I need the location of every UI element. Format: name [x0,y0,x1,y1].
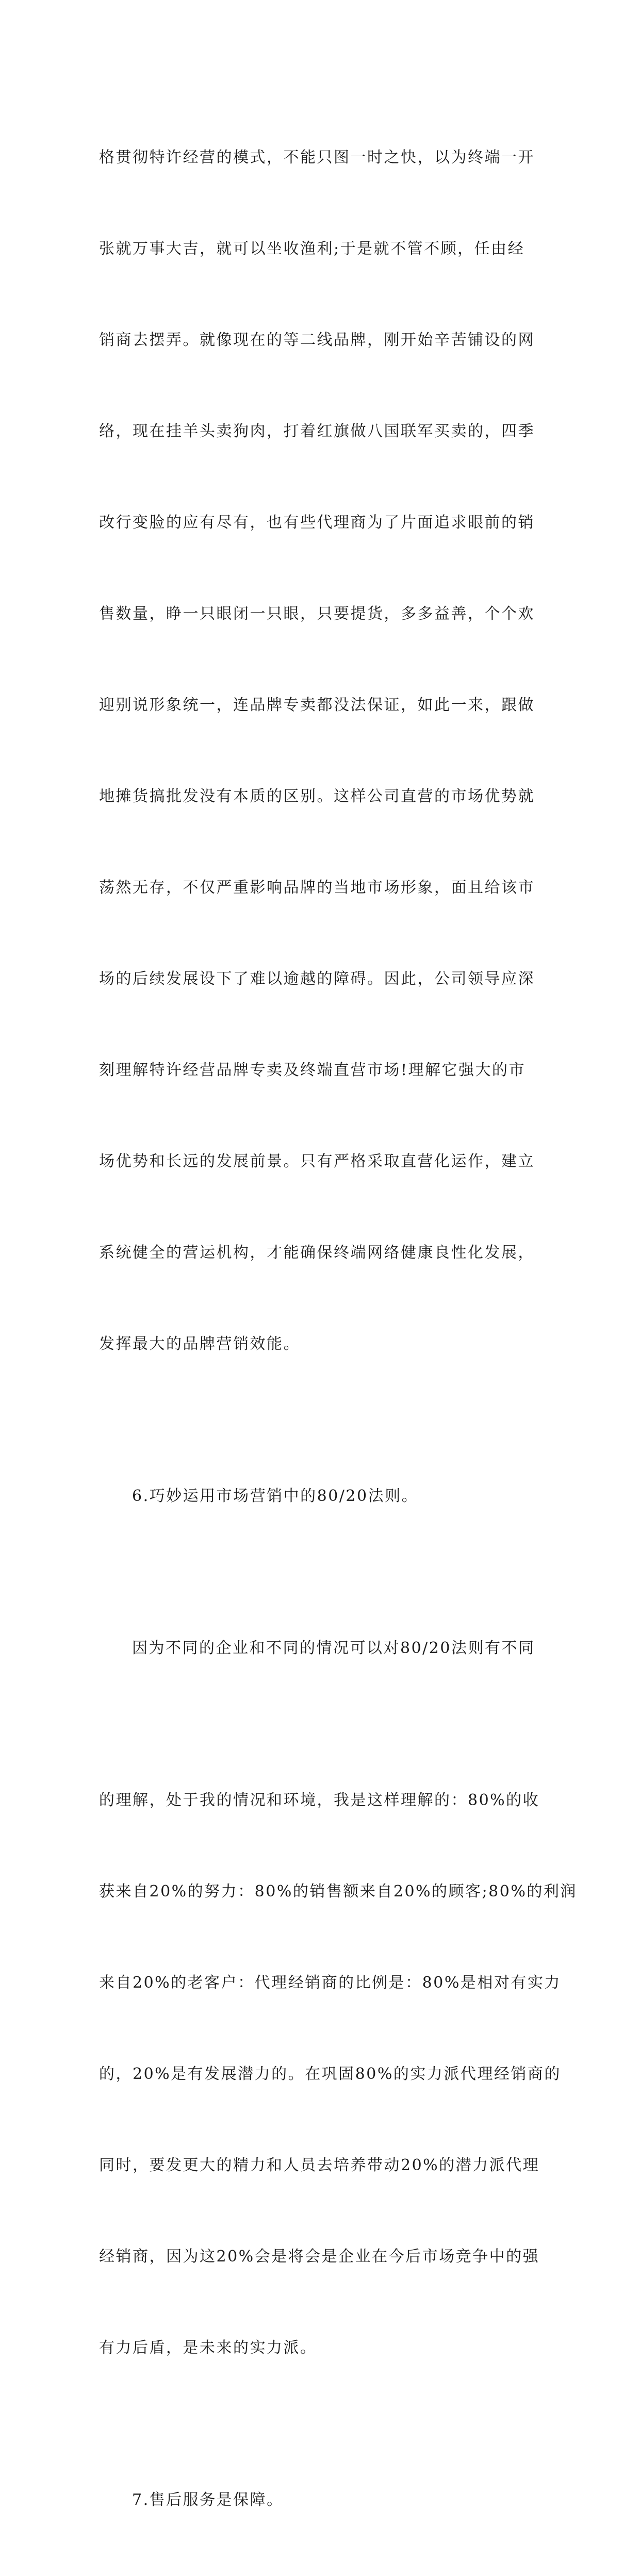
text-line: 场的后续发展设下了难以逾越的障碍。因此，公司领导应深 [99,970,535,988]
text-line: 迎别说形象统一，连品牌专卖都没法保证，如此一来，跟做 [99,696,535,714]
text-line: 有力后盾，是未来的实力派。 [99,2339,317,2357]
text-line: 售数量，睁一只眼闭一只眼，只要提货，多多益善，个个欢 [99,605,535,623]
text-line: 因为不同的企业和不同的情况可以对80/20法则有不同 [132,1639,535,1657]
section-heading-7 [99,2424,550,2576]
text-line: 经销商，因为这20%会是将会是企业在今后市场竞争中的强 [99,2248,540,2266]
text-line: 张就万事大吉，就可以坐收渔利;于是就不管不顾，任由经 [99,240,525,258]
paragraph-8020-body [99,1724,577,2424]
paragraph-franchise [99,81,550,1420]
paragraph-8020-intro [99,1572,550,1724]
text-line: 销商去摆弄。就像现在的等二线品牌，刚开始辛苦铺设的网 [99,331,535,349]
text-line: 的，20%是有发展潜力的。在巩固80%的实力派代理经销商的 [99,2065,561,2083]
text-line: 来自20%的老客户：代理经销商的比例是：80%是相对有实力 [99,1974,561,1992]
text-line: 格贯彻特许经营的模式，不能只图一时之快，以为终端一开 [99,148,535,167]
text-line: 荡然无存，不仅严重影响品牌的当地市场形象，面且给该市 [99,879,535,897]
text-line: 场优势和长远的发展前景。只有严格采取直营化运作，建立 [99,1152,535,1170]
text-line: 络，现在挂羊头卖狗肉，打着红旗做八国联军买卖的，四季 [99,422,535,440]
text-line: 地摊货搞批发没有本质的区别。这样公司直营的市场优势就 [99,787,535,805]
text-line: 的理解，处于我的情况和环境，我是这样理解的：80%的收 [99,1791,540,1809]
text-line: 刻理解特许经营品牌专卖及终端直营市场!理解它强大的市 [99,1061,526,1079]
text-line: 发挥最大的品牌营销效能。 [99,1335,300,1353]
text-line: 获来自20%的努力：80%的销售额来自20%的顾客;80%的利润 [99,1883,577,1901]
body-text [99,81,577,2576]
text-line: 系统健全的营运机构，才能确保终端网络健康良性化发展， [99,1244,535,1262]
text-line: 7.售后服务是保障。 [132,2491,284,2509]
section-heading-6 [99,1420,550,1572]
text-line: 改行变脸的应有尽有，也有些代理商为了片面追求眼前的销 [99,514,535,532]
text-line: 同时，要发更大的精力和人员去培养带动20%的潜力派代理 [99,2156,540,2174]
text-line: 6.巧妙运用市场营销中的80/20法则。 [132,1487,419,1505]
